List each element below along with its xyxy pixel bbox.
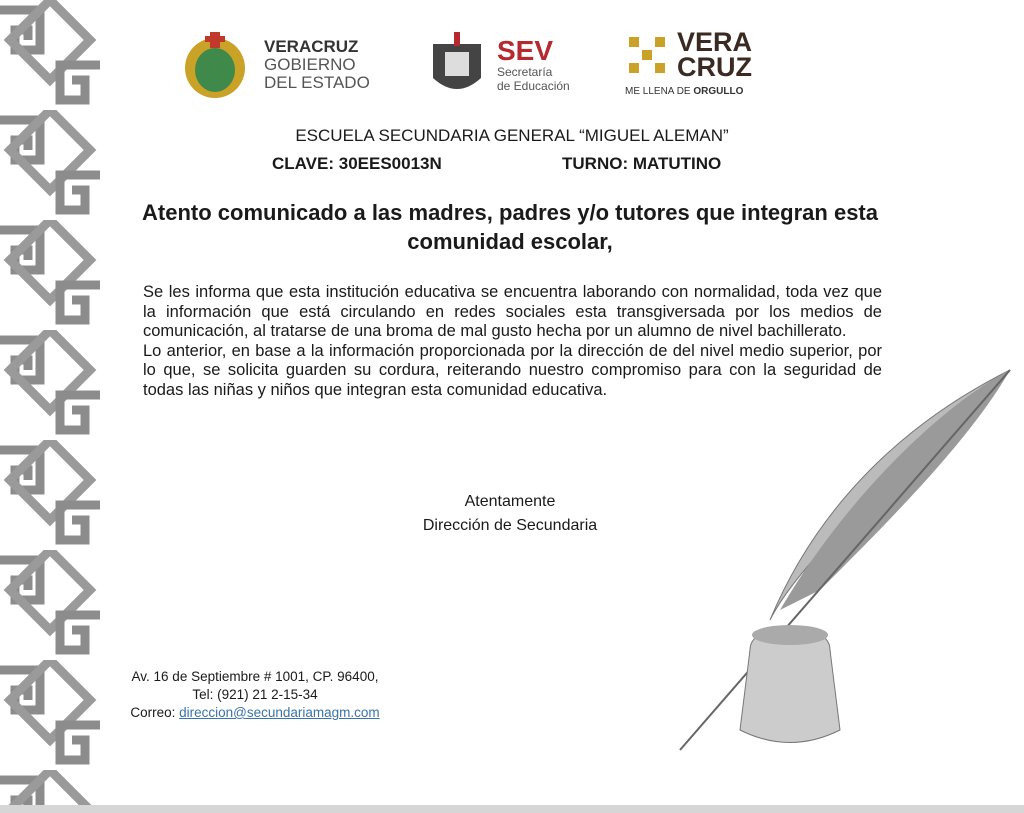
quill-and-inkwell-illustration: [650, 360, 1024, 760]
school-turno: TURNO: MATUTINO: [562, 154, 722, 173]
contact-info: [100, 668, 410, 722]
email-link[interactable]: direccion@secundariamagm.com: [179, 705, 380, 720]
header-logos: [180, 27, 770, 110]
notice-title: Atento comunicado a las madres, padres y/o tutores que integran esta comunidad escolar,: [142, 200, 878, 254]
logo-text: DEL ESTADO: [264, 73, 370, 92]
logo-sev: [425, 30, 570, 100]
paragraph: Se les informa que esta institución educativa se encuentra laborando con normalidad, toda vez que la información que está circulando en redes sociales esta transgiversada por los medios de comunicación, al tratarse de una broma de mal gusto hecha por un alumno de nivel bachillerato.: [143, 283, 882, 340]
school-clave: CLAVE: 30EES0013N: [272, 154, 442, 173]
bottom-divider: [0, 805, 1024, 813]
logo-text: GOBIERNO: [264, 55, 356, 74]
logo-text: Secretaría: [497, 65, 553, 79]
logo-veracruz-brand: [625, 27, 753, 97]
school-name: ESCUELA SECUNDARIA GENERAL “MIGUEL ALEMAN”: [295, 126, 729, 145]
sev-shield-icon: [425, 30, 489, 100]
logo-text: CRUZ: [677, 52, 752, 82]
logo-slogan: ME LLENA DE: [625, 86, 694, 97]
email-label: Correo:: [130, 705, 180, 720]
logo-text: VERACRUZ: [264, 37, 359, 56]
notice-body: [143, 283, 882, 400]
address: Av. 16 de Septiembre # 1001, CP. 96400,: [131, 669, 379, 684]
logo-gobierno-veracruz: [180, 30, 370, 100]
brand-pattern-icon: [625, 33, 669, 77]
veracruz-coat-of-arms-icon: [180, 30, 250, 100]
sev-abbr: SEV: [497, 35, 554, 66]
logo-text: de Educación: [497, 79, 570, 93]
closing: Atentamente: [464, 493, 556, 510]
signature-block: [380, 490, 640, 538]
phone: Tel: (921) 21 2-15-34: [192, 687, 318, 702]
greca-border-decoration: [0, 0, 100, 813]
logo-slogan-bold: ORGULLO: [693, 86, 744, 97]
signer: Dirección de Secundaria: [422, 517, 598, 534]
logo-text: VERA: [677, 27, 753, 57]
paragraph: Lo anterior, en base a la información proporcionada por la dirección de del nivel medio superior, por lo que, se solicita guarden su cordura, reiterando nuestro compromiso para con la seguridad de todas las niñas y niños que integran esta comunidad educativa.: [143, 341, 882, 399]
